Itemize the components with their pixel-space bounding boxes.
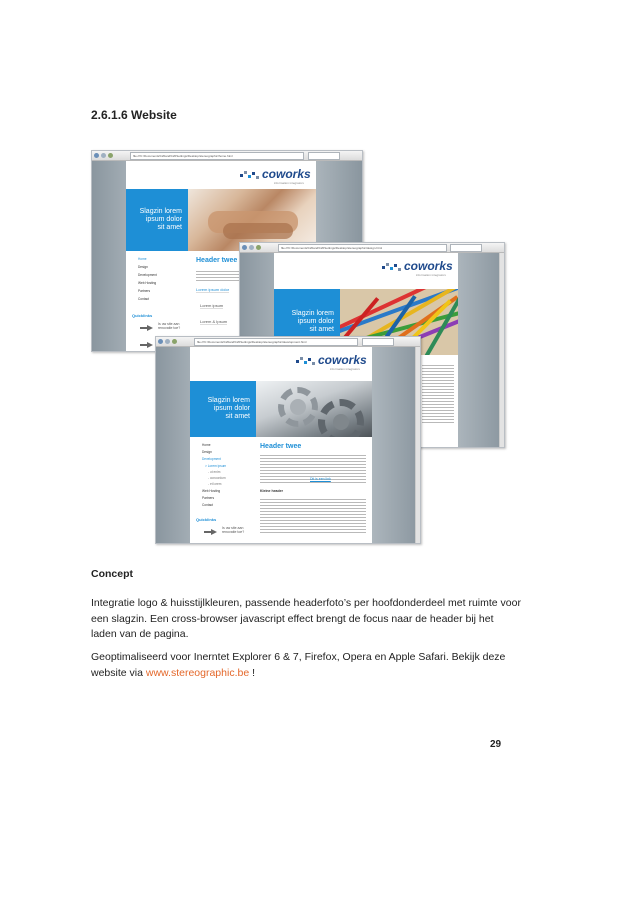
lorem-text-block — [196, 269, 242, 283]
browser-toolbar — [240, 243, 504, 253]
paragraph-text: ! — [249, 666, 256, 679]
nav-design[interactable]: Design — [202, 450, 212, 454]
coworks-logo: coworks information integrators — [296, 352, 366, 372]
content-header: Header twee — [260, 443, 302, 450]
search-box[interactable] — [362, 338, 394, 346]
home-icon[interactable] — [172, 339, 177, 344]
browser-toolbar — [156, 337, 420, 347]
address-bar[interactable]: file:///C:/Documents%20and%20Settings/Desktop/stereographic/home.html — [130, 152, 304, 160]
scrollbar[interactable] — [499, 253, 504, 447]
subnav-item[interactable]: - et lorem — [208, 482, 222, 486]
home-icon[interactable] — [108, 153, 113, 158]
nav-contact[interactable]: Contact — [202, 503, 213, 507]
page-number: 29 — [490, 739, 502, 750]
nav-partners[interactable]: Partners — [202, 496, 215, 500]
browser-window-development — [155, 336, 421, 544]
paragraph-text: Geoptimaliseerd voor Inerntet Explorer 6 & 7, Firefox, Opera en Apple Safari. Bekijk deze website via — [91, 651, 506, 679]
search-box[interactable] — [450, 244, 482, 252]
small-header: Kleine header — [260, 489, 283, 493]
nav-development[interactable]: Development — [202, 457, 221, 461]
lorem-text-block — [422, 363, 454, 423]
concept-paragraph-2 — [91, 650, 521, 681]
forward-icon[interactable] — [249, 245, 254, 250]
coworks-logo: coworks information integrators — [382, 258, 452, 278]
nav-partners[interactable]: Partners — [138, 289, 151, 293]
subnav-item[interactable]: - ut enim — [208, 470, 221, 474]
content-line: Lorem ipsum — [200, 303, 224, 308]
nav-contact[interactable]: Contact — [138, 297, 149, 301]
slogan-banner: Slagzin lorem ipsum dolor sit amet — [274, 289, 340, 355]
nav-home[interactable]: Home — [202, 443, 211, 447]
quicklink-renovatie[interactable]: Is uw site aan renovatie toe? — [222, 526, 245, 535]
nav-webhosting[interactable]: Web Hosting — [138, 281, 157, 285]
subnav-item[interactable]: - concordum — [208, 476, 226, 480]
scrollbar[interactable] — [415, 347, 420, 543]
content-line: Lorem ipsum dolor — [196, 287, 230, 292]
header-photo-gears — [256, 381, 372, 437]
nav-home[interactable]: Home — [138, 257, 147, 261]
back-icon[interactable] — [94, 153, 99, 158]
nav-design[interactable]: Design — [138, 265, 148, 269]
back-icon[interactable] — [242, 245, 247, 250]
address-bar[interactable]: file:///C:/Documents%20and%20Settings/Desktop/stereographic/design.html — [278, 244, 447, 252]
concept-heading: Concept — [91, 568, 133, 580]
section-heading: 2.6.1.6 Website — [91, 108, 177, 122]
back-icon[interactable] — [158, 339, 163, 344]
slogan-banner: Slagzin lorem ipsum dolor sit amet — [126, 189, 188, 251]
lorem-text-block — [260, 497, 366, 533]
subnav-item[interactable]: > Lorem ipsum — [205, 464, 227, 468]
forward-icon[interactable] — [165, 339, 170, 344]
inline-link[interactable]: Dit is een link — [310, 477, 331, 481]
nav-webhosting[interactable]: Web Hosting — [202, 489, 221, 493]
concept-paragraph-1: Integratie logo & huisstijlkleuren, passende headerfoto’s per hoofdonderdeel met ruimte voor een slagzin. Een cross-browser javascript effect brengt de focus naar de header bij het laden van de pagina. — [91, 597, 521, 640]
quicklink-renovatie[interactable]: Is uw site aan renovatie toe? — [158, 322, 181, 331]
content-line: Lorem & Ipsum — [200, 319, 228, 324]
quicklinks-title: Quicklinks — [196, 517, 217, 522]
slogan-banner: Slagzin lorem ipsum dolor sit amet — [190, 381, 256, 437]
page-background — [156, 347, 420, 543]
home-icon[interactable] — [256, 245, 261, 250]
website-link[interactable]: www.stereographic.be — [145, 666, 250, 679]
quicklinks-title: Quicklinks — [132, 313, 153, 318]
nav-development[interactable]: Development — [138, 273, 157, 277]
site-page — [190, 347, 372, 543]
forward-icon[interactable] — [101, 153, 106, 158]
browser-toolbar — [92, 151, 362, 161]
address-bar[interactable]: file:///C:/Documents%20and%20Settings/Desktop/stereographic/development.html — [194, 338, 358, 346]
search-box[interactable] — [308, 152, 340, 160]
coworks-logo: coworks information integrators — [240, 166, 310, 186]
website-screenshot-collage — [91, 150, 504, 542]
content-header: Header twee — [196, 257, 238, 264]
